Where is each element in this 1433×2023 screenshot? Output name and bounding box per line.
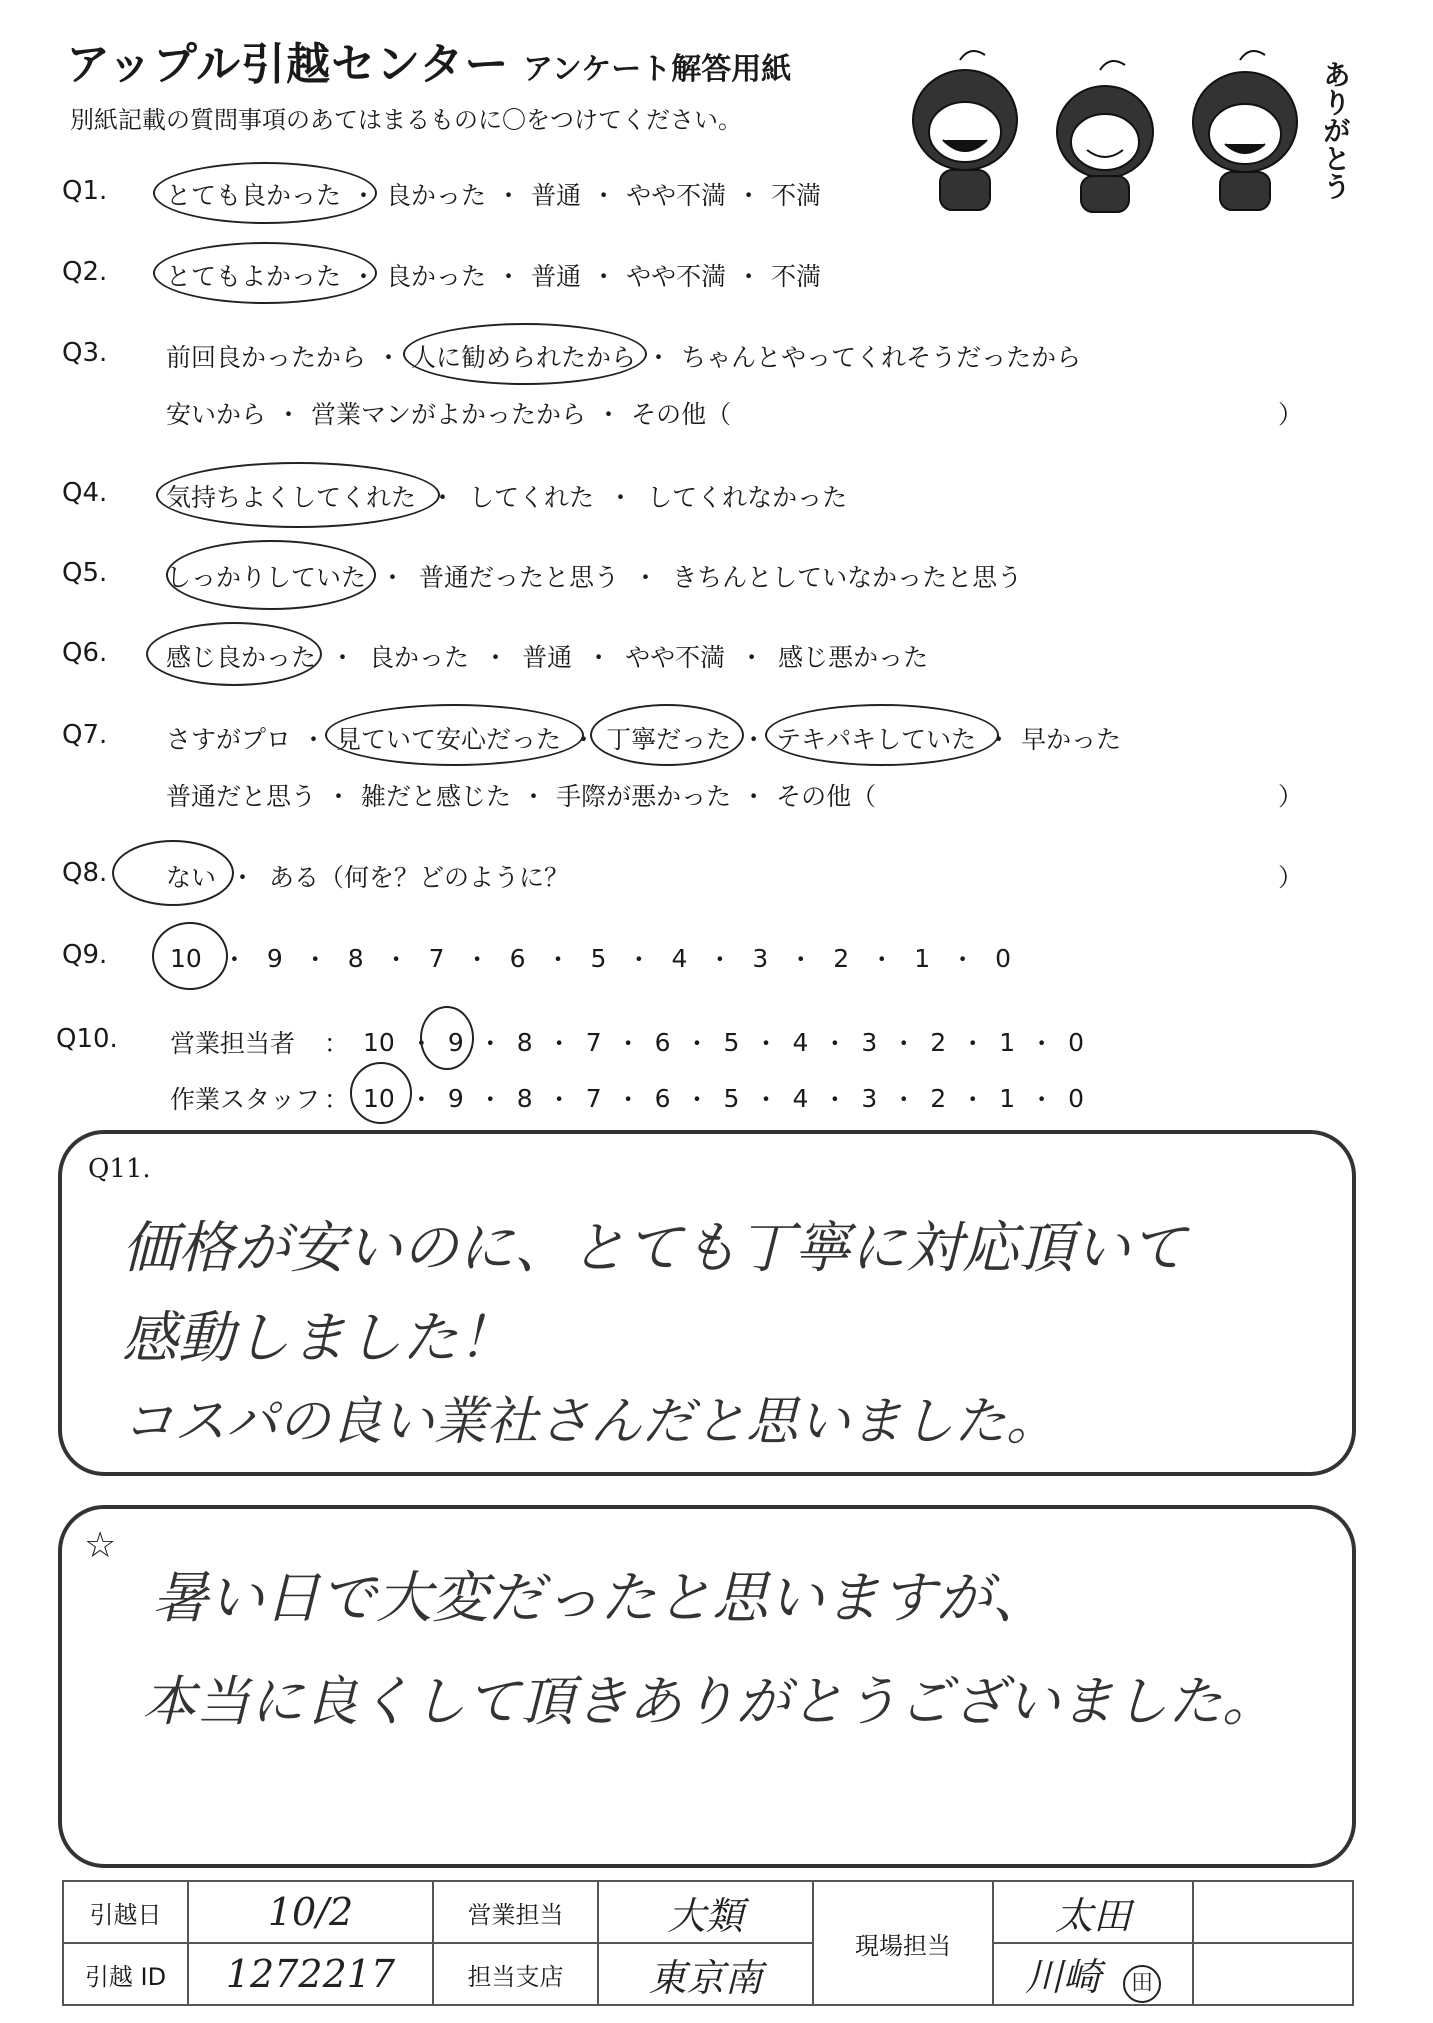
info-table [62, 1880, 1354, 2006]
q5-option-normal[interactable]: 普通だったと思う [419, 563, 620, 592]
q10-sales-score-6[interactable]: 6 [654, 1027, 671, 1057]
q11-comment-line-2: 感動しました！ [122, 1306, 514, 1371]
q10-staff-score-7[interactable]: 7 [585, 1083, 602, 1113]
star-comment-box [58, 1505, 1356, 1868]
mascot-illustration [895, 40, 1365, 220]
q10-staff-score-3[interactable]: 3 [861, 1083, 878, 1113]
q7-option-polite[interactable]: 丁寧だった [606, 725, 732, 754]
q10-staff-score-8[interactable]: 8 [516, 1083, 533, 1113]
q1-option-good[interactable]: 良かった [386, 181, 487, 210]
q5-option-solid[interactable]: しっかりしていた [166, 563, 367, 592]
site-staff-value-1: 太田 [993, 1881, 1193, 1943]
q9-score-1[interactable]: 1 [914, 943, 931, 973]
q6-option-good[interactable]: 良かった [369, 643, 470, 672]
q10-sales-score-9[interactable]: 9 [447, 1027, 464, 1057]
q5-label: Q5. [62, 558, 108, 588]
q2-option-normal[interactable]: 普通 [531, 262, 582, 291]
q4-option-very-pleasant[interactable]: 気持ちよくしてくれた [166, 483, 417, 512]
q9-score-6[interactable]: 6 [509, 943, 526, 973]
q2-option-good[interactable]: 良かった [386, 262, 487, 291]
q2-option-very-good[interactable]: とてもよかった [166, 262, 342, 291]
form-subtitle: アンケート解答用紙 [523, 52, 792, 87]
instruction-text: 別紙記載の質問事項のあてはまるものに〇をつけてください。 [70, 106, 742, 134]
q4-option-did-not[interactable]: してくれなかった [647, 483, 848, 512]
q3-selection-circle [403, 323, 647, 385]
q10-sales-score-8[interactable]: 8 [516, 1027, 533, 1057]
star-comment-line-1: 暑い日で大変だったと思いますが、 [152, 1566, 1048, 1631]
q3-option-reliable[interactable]: ちゃんとやってくれそうだったから [681, 343, 1082, 372]
q10-sales-score-1[interactable]: 1 [999, 1027, 1016, 1057]
q7-option-efficient[interactable]: テキパキしていた [776, 725, 977, 754]
q2-label: Q2. [62, 257, 108, 287]
move-id-value: 1272217 [188, 1943, 433, 2005]
site-staff-value-2-cell [993, 1943, 1193, 2005]
q1-label: Q1. [62, 176, 108, 206]
q4-label: Q4. [62, 478, 108, 508]
q9-score-8[interactable]: 8 [347, 943, 364, 973]
q10-staff-score-9[interactable]: 9 [447, 1083, 464, 1113]
q9-score-2[interactable]: 2 [833, 943, 850, 973]
q10-sales-score-7[interactable]: 7 [585, 1027, 602, 1057]
q3-option-cheap[interactable]: 安いから [166, 400, 267, 429]
q2-selection-circle [153, 242, 377, 304]
q10-sales-score-3[interactable]: 3 [861, 1027, 878, 1057]
q9-score-7[interactable]: 7 [428, 943, 445, 973]
q10-staff-score-2[interactable]: 2 [930, 1083, 947, 1113]
q8-close-paren: ） [1278, 863, 1304, 892]
q1-selection-circle [153, 162, 377, 224]
q9-score-4[interactable]: 4 [671, 943, 688, 973]
q9-score-9[interactable]: 9 [266, 943, 283, 973]
q3-option-previous-good[interactable]: 前回良かったから [166, 343, 367, 372]
q7-option-fast[interactable]: 早かった [1021, 725, 1122, 754]
move-date-label: 引越日 [63, 1881, 188, 1943]
q1-option-very-good[interactable]: とても良かった [166, 181, 342, 210]
q11-box-label: Q11. [88, 1154, 151, 1184]
branch-value: 東京南 [598, 1943, 813, 2005]
sales-rep-label: 営業担当 [433, 1881, 598, 1943]
q11-comment-line-1: 価格が安いのに、とても丁寧に対応頂いて [122, 1216, 1186, 1281]
q10-sales-score-5[interactable]: 5 [723, 1027, 740, 1057]
company-title: アップル引越センター [66, 39, 510, 90]
q7-option-other[interactable]: その他（ [776, 782, 877, 811]
q4-selection-circle [156, 462, 440, 528]
q4-option-did[interactable]: してくれた [469, 483, 595, 512]
branch-label: 担当支店 [433, 1943, 598, 2005]
site-staff-empty-2 [1193, 1943, 1353, 2005]
q2-option-somewhat-dissatisfied[interactable]: やや不満 [626, 262, 727, 291]
q3-option-salesperson[interactable]: 営業マンがよかったから [311, 400, 587, 429]
q6-option-pleasant[interactable]: 感じ良かった [166, 643, 317, 672]
q6-option-unpleasant[interactable]: 感じ悪かった [778, 643, 929, 672]
q2-option-dissatisfied[interactable]: 不満 [771, 262, 822, 291]
q8-option-none[interactable]: ない [166, 863, 217, 892]
q7-label: Q7. [62, 720, 108, 750]
q9-score-3[interactable]: 3 [752, 943, 769, 973]
mascot-caption: ありがとう [1319, 60, 1352, 200]
q10-sales-score-4[interactable]: 4 [792, 1027, 809, 1057]
q6-option-normal[interactable]: 普通 [522, 643, 573, 672]
q7-option-ordinary[interactable]: 普通だと思う [166, 782, 317, 811]
q11-comment-line-3: コスパの良い業社さんだと思いました。 [122, 1392, 1059, 1452]
q11-comment-box [58, 1130, 1356, 1476]
q5-option-not-proper[interactable]: きちんとしていなかったと思う [672, 563, 1023, 592]
q10-staff-label: 作業スタッフ [170, 1085, 321, 1114]
q6-label: Q6. [62, 638, 108, 668]
q7-selection-circle-reassuring [325, 704, 584, 766]
q1-option-somewhat-dissatisfied[interactable]: やや不満 [626, 181, 727, 210]
q9-label: Q9. [62, 940, 108, 970]
move-date-value: 10/2 [188, 1881, 433, 1943]
q8-option-some[interactable]: ある（何を？どのように？ [269, 863, 570, 892]
q10-sales-score-0[interactable]: 0 [1068, 1027, 1085, 1057]
q10-sales-label: 営業担当者 [170, 1029, 296, 1058]
q1-option-normal[interactable]: 普通 [531, 181, 582, 210]
q10-staff-score-4[interactable]: 4 [792, 1083, 809, 1113]
site-staff-seal-mark: 田 [1123, 1965, 1161, 2003]
q10-staff-score-10[interactable]: 10 [363, 1083, 395, 1113]
q10-staff-score-1[interactable]: 1 [999, 1083, 1016, 1113]
q9-score-0[interactable]: 0 [995, 943, 1012, 973]
q7-option-sloppy[interactable]: 雑だと感じた [361, 782, 512, 811]
q10-sales-selection-circle [420, 1006, 474, 1070]
site-staff-empty-1 [1193, 1881, 1353, 1943]
move-id-label: 引越 ID [63, 1943, 188, 2005]
q3-close-paren: ） [1278, 400, 1304, 429]
q7-option-professional[interactable]: さすがプロ [166, 725, 292, 754]
q10-staff-score-5[interactable]: 5 [723, 1083, 740, 1113]
q9-selection-circle [152, 922, 228, 990]
q8-label: Q8. [62, 858, 108, 888]
q10-staff-selection-circle [350, 1062, 412, 1124]
q5-selection-circle [166, 540, 376, 610]
star-icon: ☆ [84, 1525, 117, 1566]
q7-option-clumsy[interactable]: 手際が悪かった [556, 782, 732, 811]
q7-selection-circle-efficient [765, 704, 999, 766]
site-staff-value-2: 川崎 [1024, 1954, 1101, 1999]
q7-close-paren: ） [1278, 782, 1304, 811]
q10-sales-score-10[interactable]: 10 [363, 1027, 395, 1057]
q10-staff-score-6[interactable]: 6 [654, 1083, 671, 1113]
q3-label: Q3. [62, 338, 108, 368]
q10-label: Q10. [56, 1024, 118, 1054]
q10-staff-colon: ： [324, 1085, 350, 1114]
q7-selection-circle-polite [590, 704, 744, 766]
q10-sales-colon: ： [324, 1029, 350, 1058]
sales-rep-value: 大類 [598, 1881, 813, 1943]
q10-sales-score-2[interactable]: 2 [930, 1027, 947, 1057]
site-staff-label: 現場担当 [813, 1881, 993, 2005]
q9-score-5[interactable]: 5 [590, 943, 607, 973]
star-comment-line-2: 本当に良くして頂きありがとうございました。 [142, 1670, 1276, 1733]
q3-option-recommended[interactable]: 人に勧められたから [411, 343, 637, 372]
q3-option-other[interactable]: その他（ [631, 400, 732, 429]
q10-staff-score-0[interactable]: 0 [1068, 1083, 1085, 1113]
q8-selection-circle [112, 840, 234, 906]
q7-option-reassuring[interactable]: 見ていて安心だった [336, 725, 562, 754]
q6-option-somewhat-dissatisfied[interactable]: やや不満 [625, 643, 726, 672]
q1-option-dissatisfied[interactable]: 不満 [771, 181, 822, 210]
q9-score-10[interactable]: 10 [170, 943, 202, 973]
q6-selection-circle [146, 622, 322, 686]
